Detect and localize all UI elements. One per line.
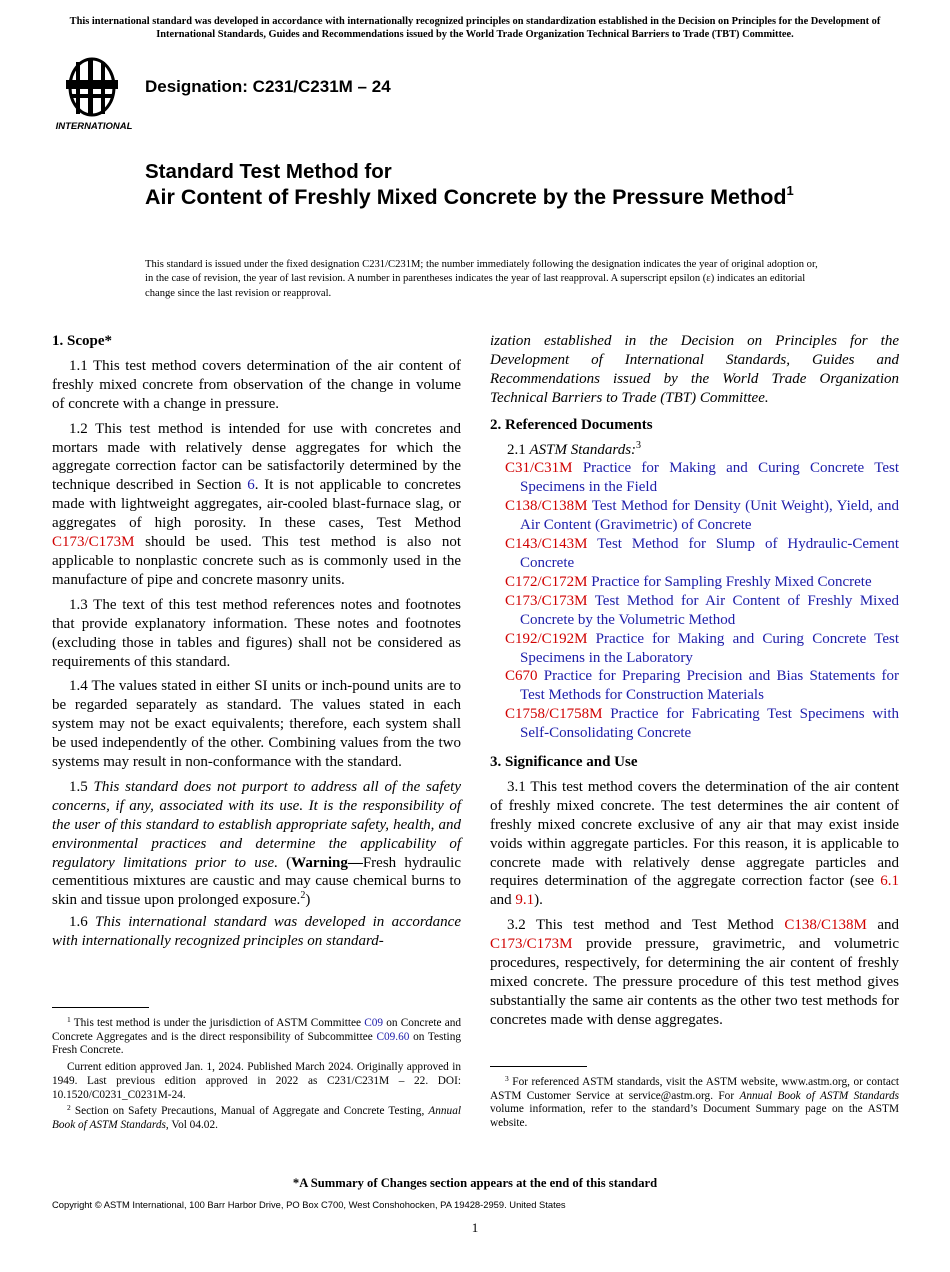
footnote-1: $^1$ This test method is under the jurisdiction of ASTM Committee C09 on Concrete and Concrete Aggregates and is the direct responsibility of Subcommittee C09.60 on Testing Fresh Concrete. [52, 1015, 462, 1057]
paragraph-1-3: 1.3 The text of this test method references notes and footnotes that provide explanatory information. These notes and footnotes (excluding those in tables and figures) shall not be considered as requirements of this standard. [52, 596, 461, 670]
section-heading-scope: 1. Scope* [52, 333, 112, 349]
link-6-1[interactable]: 6.1 [880, 873, 899, 890]
copyright: Copyright © ASTM International, 100 Barr Harbor Drive, PO Box C700, West Conshohocken, PA 19428-2959. United States [52, 1199, 566, 1210]
link-c09[interactable]: C09 [364, 1017, 384, 1029]
footnote-3: $^3$ For referenced ASTM standards, visit the ASTM website, www.astm.org, or contact ASTM Customer Service at service@astm.org. For Annual Book of ASTM Standards volume information, refer to the standard’s Document Summary page on the ASTM website. [490, 1074, 900, 1130]
title-footnote-mark: 1 [786, 183, 794, 198]
reference-item[interactable]: C1758/C1758M Practice for Fabricating Test Specimens with Self-Consolidating Concrete [505, 706, 899, 742]
footnotes-right [490, 1076, 899, 1134]
reference-item[interactable]: C670 Practice for Preparing Precision and Bias Statements for Test Methods for Construction Materials [505, 668, 900, 704]
title-line-1: Standard Test Method for [145, 160, 392, 183]
title-text: Air Content of Freshly Mixed Concrete by the Pressure Method [145, 185, 787, 209]
issued-note: This standard is issued under the fixed designation C231/C231M; the number immediately following the designation indicates the year of original adoption or, in the case of revision, the year of last revision. A number in parentheses indicates the year of last reapproval. A superscript epsilon (ε) indicates an editorial change since the last revision or reapproval. [145, 259, 818, 299]
paragraph-1-4: 1.4 The values stated in either SI units or inch-pound units are to be regarded separately as standard. The values stated in each system may not be exact equivalents; therefore, each system shall be used independently of the other. Combining values from the two systems may result in non-conformance with the standard. [52, 678, 461, 771]
footnote-divider-right [490, 1066, 587, 1067]
logo-text: INTERNATIONAL [55, 121, 133, 132]
link-9-1[interactable]: 9.1 [515, 892, 535, 909]
summary-of-changes-note: *A Summary of Changes section appears at the end of this standard [292, 1176, 658, 1190]
link-c138[interactable]: C138/C138M [784, 917, 867, 934]
reference-list [490, 459, 899, 743]
paragraph-3-2: 3.2 This test method and Test Method C138/C138M and C173/C173M provide pressure, gravimetric, and volumetric procedures, respectively, for determining the air content of freshly mixed concrete. The pressure procedure of this test method gives substantially the same air contents as the other two test methods for concretes made with dense aggregates. [490, 917, 899, 1028]
paragraph-1-2: 1.2 This test method is intended for use with concretes and mortars made with relatively dense aggregates for which the aggregate correction factor can be satisfactorily determined by the technique described in Section 6. It is not applicable to concretes made with lightweight aggregates, air-cooled blast-furnace slag, or aggregates of high porosity. In these cases, Test Method C173/C173M should be used. This test method is also not applicable to nonplastic concrete such as is commonly used in the manufacture of pipe and concrete masonry units. [52, 420, 461, 588]
link-c173-2[interactable]: C173/C173M [490, 936, 573, 953]
footnote-1-current-edition: Current edition approved Jan. 1, 2024. Published March 2024. Originally approved in 1949. Last previous edition approved in 2022 as C231/C231M – 22. DOI: 10.1520/C0231_C0231M-24. [52, 1061, 461, 1101]
paragraph-3-1: 3.1 This test method covers the determination of the air content of freshly mixed concrete. The test determines the air content of freshly mixed concrete exclusive of any air that may exist inside voids within aggregate particles. For this reason, it is applicable to concrete made with relatively dense aggregate particles and requires determination of the aggregate correction factor (see 6.1 and 9.1). [490, 778, 899, 909]
footnote-2: $^2$ Section on Safety Precautions, Manual of Aggregate and Concrete Testing, Annual Book of ASTM Standards, Vol 04.02. [52, 1103, 461, 1131]
link-c173[interactable]: C173/C173M [52, 534, 135, 551]
subsection-2-1: 2.1 ASTM Standards:$^3$ [507, 439, 642, 458]
section-heading-referenced-documents: 2. Referenced Documents [490, 416, 653, 433]
link-section-6[interactable]: 6 [247, 477, 255, 494]
title-line-2 [145, 184, 845, 211]
paragraph-1-1: 1.1 This test method covers determination of the air content of freshly mixed concrete from observation of the change in volume of concrete with a change in pressure. [52, 357, 461, 412]
astm-logo [52, 54, 136, 132]
reference-item[interactable]: C143/C143M Test Method for Slump of Hydraulic-Cement Concrete [505, 536, 899, 571]
designation: Designation: C231/C231M – 24 [145, 77, 391, 96]
paragraph-1-5: 1.5 This standard does not purport to address all of the safety concerns, if any, associated with its use. It is the responsibility of the user of this standard to establish appropriate safety, health, and environmental practices and determine the applicability of regulatory limitations prior to use. (Warning—Fresh hydraulic cementitious mixtures are caustic and may cause chemical burns to skin and tissue upon prolonged exposure.$^2$) [52, 778, 462, 909]
left-column [52, 332, 461, 957]
footnotes-left [52, 1017, 461, 1136]
link-c09-60[interactable]: C09.60 [376, 1030, 410, 1043]
right-column [490, 332, 899, 1036]
top-notice: This international standard was developed in accordance with internationally recognized principles on standardization established in the Decision on Principles for the Development of International Standards, Guides and Recommendations issued by the World Trade Organization Technical Barriers to Trade (TBT) Committee. [69, 16, 881, 40]
paragraph-1-6: 1.6 This international standard was developed in accordance with internationally recognized principles on standard- [52, 914, 461, 950]
footnote-ref-3: 3 [636, 439, 642, 451]
reference-item[interactable]: C173/C173M Test Method for Air Content of Freshly Mixed Concrete by the Volumetric Method [505, 592, 899, 628]
title-block [145, 159, 845, 211]
reference-item[interactable]: C192/C192M Practice for Making and Curing Concrete Test Specimens in the Laboratory [505, 630, 899, 666]
section-heading-significance: 3. Significance and Use [490, 754, 638, 771]
paragraph-1-6-continued: ization established in the Decision on Principles for the Development of International Standards, Guides and Recommendations issued by the World Trade Organization Technical Barriers to Trade (TBT) Committee. [490, 333, 899, 406]
footnote-ref-2: 2 [300, 890, 306, 902]
reference-item[interactable]: C138/C138M Test Method for Density (Unit Weight), Yield, and Air Content (Gravimetric) of Concrete [505, 498, 900, 534]
reference-item[interactable]: C31/C31M Practice for Making and Curing Concrete Test Specimens in the Field [505, 460, 899, 496]
footnote-divider-left [52, 1007, 149, 1008]
reference-item[interactable]: C172/C172M Practice for Sampling Freshly Mixed Concrete [505, 573, 872, 590]
page-number: 1 [471, 1220, 479, 1235]
